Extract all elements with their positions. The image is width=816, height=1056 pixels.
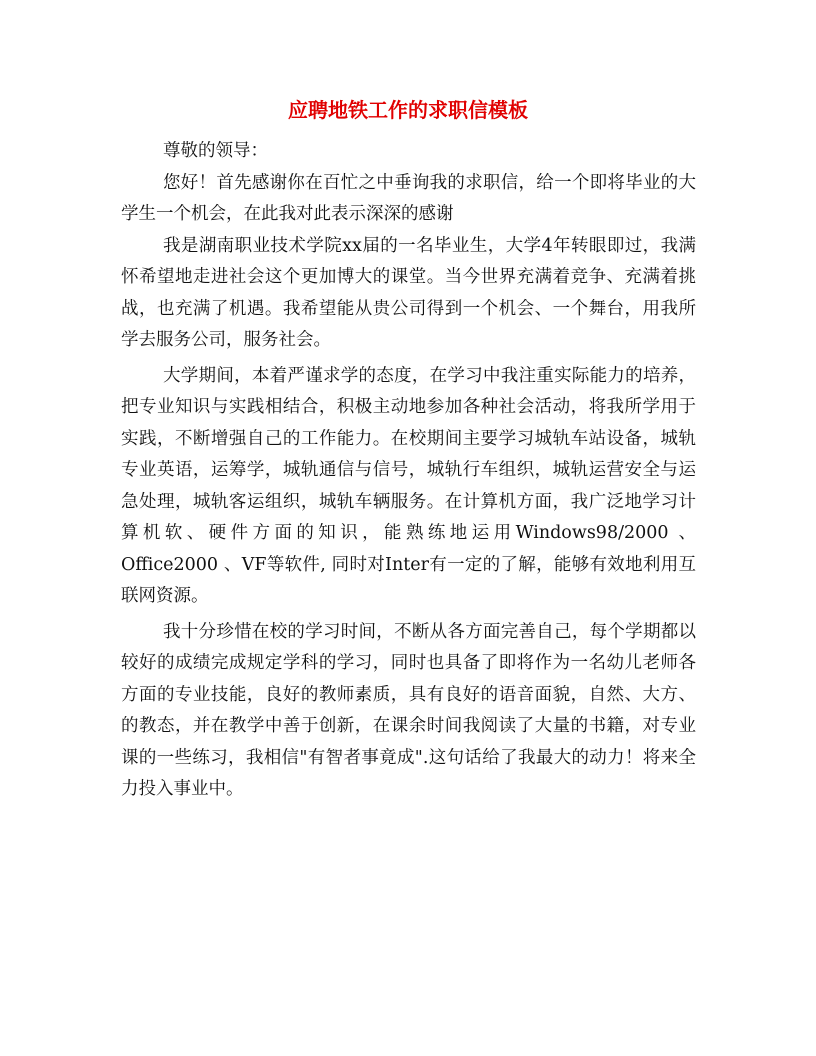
- paragraph-2: 我是湖南职业技术学院xx届的一名毕业生，大学4年转眼即过，我满怀希望地走进社会这个更加博大的课堂。当今世界充满着竞争、充满着挑战，也充满了机遇。我希望能从贵公司得到一个机会、一个舞台，用我所学去服务公司，服务社会。: [121, 235, 696, 350]
- greeting-line: 尊敬的领导：: [163, 141, 268, 161]
- document-title: 应聘地铁工作的求职信模板: [288, 98, 528, 122]
- paragraph-3: 大学期间，本着严谨求学的态度，在学习中我注重实际能力的培养，把专业知识与实践相结合，积极主动地参加各种社会活动，将我所学用于实践，不断增强自己的工作能力。在校期间主要学习城轨车站设备，城轨专业英语，运筹学，城轨通信与信号，城轨行车组织，城轨运营安全与运急处理，城轨客运组织，城轨车辆服务。在计算机方面，我广泛地学习计算机软、硬件方面的知识，能熟练地运用Windows98/2000 、Office2000 、VF等软件, 同时对Inter有一定的了解，能够有效地利用互联网资源。: [121, 365, 696, 606]
- paragraph-1: 您好！首先感谢你在百忙之中垂询我的求职信，给一个即将毕业的大学生一个机会，在此我对此表示深深的感谢: [121, 172, 696, 224]
- paragraph-4: 我十分珍惜在校的学习时间，不断从各方面完善自己，每个学期都以较好的成绩完成规定学科的学习，同时也具备了即将作为一名幼儿老师各方面的专业技能，良好的教师素质，具有良好的语音面貌，自然、大方、的教态，并在教学中善于创新，在课余时间我阅读了大量的书籍，对专业课的一些练习，我相信"有智者事竟成".这句话给了我最大的动力！将来全力投入事业中。: [121, 621, 696, 799]
- letter-body: [121, 136, 696, 806]
